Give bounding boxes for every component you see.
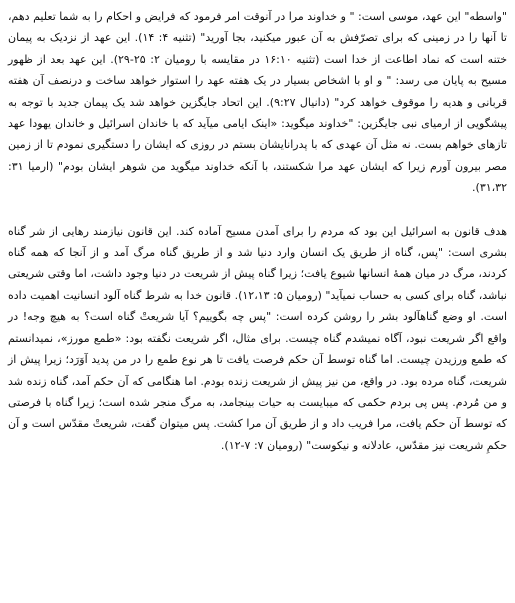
paragraph-spacer	[8, 199, 507, 221]
paragraph-covenant-of-moses: "واسطه" این عهد، موسی است: " و خداوند مرا در آنوقت امر فرمود که فرایض و احکام را به شما تعلیم دهم، تا آنها را در زمینی که برای تصرّفش به آن عبور میکنید، بجا آورید" (تثنیه ۴: ۱۴). این عهد از نزدیک به پیمان ختنه است که نماد اطاعت از خدا است (تثنیه ۱۶:۱۰ در مقایسه با رومیان ۲: ۲۵-۲۹). این عهد بعد از ظهور مسیح به پایان می رسد: " و او با اشخاص بسیار در یک هفته عهد را استوار خواهد ساخت و درنصف آن هفته قربانی و هدیه را موقوف خواهد کرد" (دانیال ۹:۲۷). این اتحاد جایگزین خواهد شد یک پیمان جدید با توجه به پیشگویی از ارمیای نبی جایگزین: "خداوند میگوید: «اینک ایامی میآید که با خاندان اسرائیل و خاندان یهودا عهد تازهای خواهم بست. نه مثل آن عهدی که با پدرانایشان بستم در روزی که ایشان را دستگیری نمودم تا از زمین مصر بیرون آورم زیرا که ایشان عهد مرا شکستند، با آنکه خداوند میگوید من شوهر ایشان بودم" (ارمیا ۳۱: ۳۱،۳۲).	[8, 10, 508, 195]
paragraph-purpose-of-law: هدف قانون به اسرائیل این بود که مردم را برای آمدن مسیح آماده کند. این قانون نیازمند رهایی از شر گناه بشری است: "پس، گناه از طریق یک انسان وارد دنیا شد و از طریق گناه مرگ آمد و از آنجا که همه گناه کردند، مرگ در میان همهٔ انسانها شیوع یافت؛ زیرا گناه پیش از شریعت در دنیا وجود داشت، اما وقتی شریعتی نباشد، گناه برای کسی به حساب نمیآید" (رومیان ۵: ۱۲،۱۳). قانون خدا به شرط گناه آلود انسانیت اهمیت داده است. او وضع گناهآلود بشر را روشن کرده است: "پس چه بگوییم؟ آیا شریعتْ گناه است؟ به هیچ وجه! در واقع اگر شریعت نبود، آگاه نمیشدم گناه چیست. برای مثال، اگر شریعت نگفته بود: «طمع مورز»، نمیدانستم که طمع ورزیدن چیست. اما گناه توسط آن حکم فرصت یافت تا هر نوع طمع را در من پدید آوَرَد؛ زیرا پیش از شریعت، گناه مرده بود. در واقع، من نیز پیش از شریعت زنده بودم. اما هنگامی که آن حکم آمد، گناه زنده شد و من مُردم. پس پی بردم حکمی که میبایست به حیات بینجامد، به مرگ منجر شده است؛ زیرا گناه با فرصتی که توسط آن حکم یافت، مرا فریب داد و از طریق آن مرا کشت. پس میتوان گفت، شریعتْ مقدّس است و آن حکمِ شریعت نیز مقدّس، عادلانه و نیکوست" (رومیان ۷: ۷-۱۲).	[8, 224, 507, 452]
